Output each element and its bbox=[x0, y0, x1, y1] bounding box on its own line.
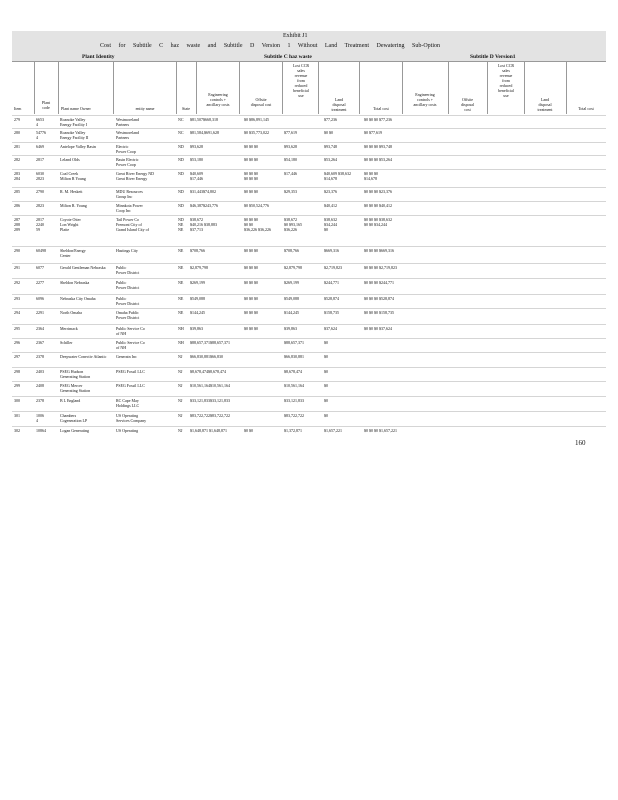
cell-plant-code: 2823 bbox=[36, 203, 44, 208]
header-d-land: Land disposal treatment bbox=[537, 97, 553, 112]
cell-plant-code: 2408 bbox=[36, 383, 44, 388]
cell-lost-ccr: $269,199 bbox=[284, 280, 299, 285]
cell-plant-code: 2817 2240 59 bbox=[36, 217, 44, 232]
cell-engineering-cost: $81,507$668,318 bbox=[190, 117, 218, 122]
cell-entity-name: PSEG Fossil LLC bbox=[116, 383, 145, 388]
cell-item: 285 bbox=[14, 189, 20, 194]
cell-plant-code: 2790 bbox=[36, 189, 44, 194]
cell-engineering-cost: $33,121,833$33,121,833 bbox=[190, 398, 230, 403]
table-row bbox=[12, 426, 606, 437]
cell-item: 282 bbox=[14, 157, 20, 162]
cell-plant-name: Chambers Cogeneration LP bbox=[60, 413, 88, 423]
cell-offsite-cost: $0 $0 $0 bbox=[244, 189, 258, 194]
cell-land-disposal: $0 bbox=[324, 383, 328, 388]
table-row bbox=[12, 169, 606, 188]
cell-lost-ccr: $33,121,833 bbox=[284, 398, 304, 403]
header-c-land: Land disposal treatment bbox=[331, 97, 347, 112]
cell-lost-ccr: $8,678,474 bbox=[284, 369, 302, 374]
cell-plant-name: B L England bbox=[60, 398, 81, 403]
cell-state: NJ bbox=[178, 428, 183, 433]
cell-lost-ccr: $17,446 bbox=[284, 171, 297, 176]
cell-land-disposal: $0 bbox=[324, 340, 328, 345]
cell-plant-code: 6096 bbox=[36, 296, 44, 301]
cell-entity-name: Electric Power Coop bbox=[116, 144, 136, 154]
cell-plant-name: Sheldon/Energy Center bbox=[60, 248, 86, 258]
cell-offsite-cost: $0 $0 $0 bbox=[244, 310, 258, 315]
cell-engineering-cost: $2,879,798 bbox=[190, 265, 208, 270]
cell-plant-code: 10864 bbox=[36, 428, 46, 433]
table-row bbox=[12, 263, 606, 279]
cell-total-cost: $0 $0 $0 $37,624 bbox=[364, 326, 392, 331]
cell-plant-name: Schiller bbox=[60, 340, 73, 345]
cell-offsite-cost: $0 $0 $0 $0 $0 $36,226 $36,226 bbox=[244, 217, 271, 232]
divider bbox=[402, 61, 403, 114]
cell-plant-code: 2277 bbox=[36, 280, 44, 285]
table-row bbox=[12, 155, 606, 170]
header-item: Item bbox=[14, 106, 22, 111]
cell-lost-ccr: $54,180 bbox=[284, 157, 297, 162]
cell-plant-code: 2403 bbox=[36, 369, 44, 374]
cell-offsite-cost: $0 $0 $0 bbox=[244, 248, 258, 253]
divider bbox=[34, 61, 35, 114]
cell-lost-ccr: $38,672 $0 $93,165 $36,226 bbox=[284, 217, 302, 232]
cell-lost-ccr: $88,657,371 bbox=[284, 340, 304, 345]
cell-state: NH bbox=[178, 340, 184, 345]
cell-state: NE bbox=[178, 265, 184, 270]
cell-lost-ccr: $29,353 bbox=[284, 189, 297, 194]
divider bbox=[487, 61, 488, 114]
cell-plant-code: 2817 bbox=[36, 157, 44, 162]
cell-entity-name: US Operating bbox=[116, 428, 139, 433]
cell-lost-ccr: $10,561,164 bbox=[284, 383, 304, 388]
cell-entity-name: PSEG Fossil LLC bbox=[116, 369, 145, 374]
header-entity-name: entity name bbox=[135, 106, 155, 111]
cell-plant-name: PSEG Hudson Generating Station bbox=[60, 369, 91, 379]
cell-plant-name: Leland Olds bbox=[60, 157, 80, 162]
cell-item: 283 284 bbox=[14, 171, 20, 181]
table-row bbox=[12, 338, 606, 353]
cell-state: ND NE NE bbox=[178, 217, 184, 232]
table-row bbox=[12, 352, 606, 368]
cell-plant-code: 54776 4 bbox=[36, 130, 46, 140]
cell-engineering-cost: $39,863 bbox=[190, 326, 203, 331]
cell-item: 294 bbox=[14, 310, 20, 315]
cell-engineering-cost: $708,766 bbox=[190, 248, 205, 253]
cell-entity-name: Public Power District bbox=[116, 296, 140, 306]
table-row bbox=[12, 278, 606, 295]
cell-total-cost: $0 $0 $0 $14,678 bbox=[364, 171, 378, 181]
cell-plant-code: 2364 bbox=[36, 326, 44, 331]
cell-lost-ccr: $1,372,871 bbox=[284, 428, 302, 433]
cell-land-disposal: $0 bbox=[324, 369, 328, 374]
cell-total-cost: $0 $0 $0 $244,771 bbox=[364, 280, 394, 285]
header-d-lost-ccr: Lost CCR sales revenue from reduced beneficial use bbox=[497, 63, 515, 98]
cell-state: ND bbox=[178, 171, 184, 176]
cell-state: NJ bbox=[178, 354, 183, 359]
cell-lost-ccr: $66,830,881 bbox=[284, 354, 304, 359]
cell-plant-code: 6653 4 bbox=[36, 117, 44, 127]
cell-total-cost: $0 $0 $0 $528,874 bbox=[364, 296, 394, 301]
cell-plant-name: Coyote Otter Lon Wright Platte bbox=[60, 217, 81, 232]
cell-item: 286 bbox=[14, 203, 20, 208]
cell-land-disposal: $0 bbox=[324, 398, 328, 403]
cell-state: NE bbox=[178, 296, 184, 301]
table-title: Cost for Subtitle C haz waste and Subtitle D Version 1 Without Land Treatment Dewatering Sub-Option bbox=[100, 43, 441, 49]
cell-state: ND bbox=[178, 203, 184, 208]
cell-lost-ccr: $549,088 bbox=[284, 296, 299, 301]
cell-lost-ccr: $93,628 bbox=[284, 144, 297, 149]
cell-plant-code: 6077 bbox=[36, 265, 44, 270]
cell-item: 300 bbox=[14, 398, 20, 403]
cell-engineering-cost: $53,180 bbox=[190, 157, 203, 162]
cell-plant-name: Logan Generating bbox=[60, 428, 89, 433]
cell-state: NE bbox=[178, 280, 184, 285]
table-row bbox=[12, 187, 606, 202]
cell-state: NC bbox=[178, 130, 184, 135]
cell-engineering-cost: $549,088 bbox=[190, 296, 205, 301]
cell-entity-name: Omaha Public Power District bbox=[116, 310, 140, 320]
cell-entity-name: RC Cape May Holdings LLC bbox=[116, 398, 140, 408]
cell-land-disposal: $93,748 bbox=[324, 144, 337, 149]
cell-item: 291 bbox=[14, 265, 20, 270]
table-row bbox=[12, 246, 606, 264]
plant-identity-heading: Plant Identity bbox=[82, 54, 115, 60]
cell-total-cost: $0 $0 $0 $1,657,221 bbox=[364, 428, 397, 433]
cell-engineering-cost: $144,245 bbox=[190, 310, 205, 315]
cell-land-disposal: $37,624 bbox=[324, 326, 337, 331]
cell-land-disposal: $23,376 bbox=[324, 189, 337, 194]
cell-item: 280 bbox=[14, 130, 20, 135]
header-plant-code: Plant code bbox=[41, 100, 51, 110]
cell-plant-code: 2378 bbox=[36, 354, 44, 359]
cell-item: 292 bbox=[14, 280, 20, 285]
cell-offsite-cost: $0 $0 $0 bbox=[244, 157, 258, 162]
cell-entity-name: Hastings City bbox=[116, 248, 138, 253]
header-d-engineering: Engineering controls + ancillary costs bbox=[413, 92, 437, 107]
cell-plant-code: 2367 bbox=[36, 340, 44, 345]
cell-item: 299 bbox=[14, 383, 20, 388]
cell-item: 298 bbox=[14, 369, 20, 374]
cell-plant-code: 6030 2823 bbox=[36, 171, 44, 181]
cell-item: 296 bbox=[14, 340, 20, 345]
cell-land-disposal: $244,771 bbox=[324, 280, 339, 285]
cell-land-disposal: $53,264 bbox=[324, 157, 337, 162]
cell-plant-name: Roanoke Valley Energy Facility II bbox=[60, 130, 89, 140]
cell-total-cost: $0 $0 $0 $23,376 bbox=[364, 189, 392, 194]
cell-offsite-cost: $0 $86,891,145 bbox=[244, 117, 269, 122]
cell-state: NE bbox=[178, 310, 184, 315]
cell-plant-name: PSEG Mercer Generating Station bbox=[60, 383, 91, 393]
cell-engineering-cost: $40,609 $17,446 bbox=[190, 171, 203, 181]
cell-total-cost: $0 $0 $0 $40,412 bbox=[364, 203, 392, 208]
cell-plant-code: 2378 bbox=[36, 398, 44, 403]
header-plant-name: Plant name Owner bbox=[61, 106, 91, 111]
cell-entity-name: Tail Power Co Fremont City of Grand Island City of bbox=[116, 217, 149, 232]
cell-item: 297 bbox=[14, 354, 20, 359]
cell-land-disposal: $0 $0 bbox=[324, 130, 333, 135]
cell-state: NE bbox=[178, 248, 184, 253]
cell-land-disposal: $2,719,823 bbox=[324, 265, 342, 270]
cell-entity-name: US Operating Services Company bbox=[116, 413, 147, 423]
cell-engineering-cost: $31,443$74,802 bbox=[190, 189, 216, 194]
cell-state: NC bbox=[178, 117, 184, 122]
cell-engineering-cost: $88,657,371$88,657,371 bbox=[190, 340, 230, 345]
cell-offsite-cost: $0 $0 $0 bbox=[244, 326, 258, 331]
cell-total-cost: $0 $77,619 bbox=[364, 130, 382, 135]
cell-land-disposal: $38,632 $34,244 $0 bbox=[324, 217, 337, 232]
cell-lost-ccr: $144,245 bbox=[284, 310, 299, 315]
table-row bbox=[12, 215, 606, 247]
cell-plant-name: R. M. Heskett bbox=[60, 189, 83, 194]
cell-plant-name: Deepwater Conectiv Atlantic bbox=[60, 354, 107, 359]
cell-state: ND bbox=[178, 144, 184, 149]
cell-plant-name: Sheldon Nebraska bbox=[60, 280, 90, 285]
cell-offsite-cost: $0 $0 $0 bbox=[244, 144, 258, 149]
cell-engineering-cost: $93,628 bbox=[190, 144, 203, 149]
divider bbox=[239, 61, 240, 114]
cell-item: 295 bbox=[14, 326, 20, 331]
divider bbox=[58, 61, 59, 114]
cell-engineering-cost: $8,678,474$8,678,474 bbox=[190, 369, 226, 374]
cell-entity-name: MDU Resources Group Inc bbox=[116, 189, 143, 199]
divider bbox=[524, 61, 525, 114]
header-c-offsite: Offsite disposal cost bbox=[250, 97, 272, 107]
cell-plant-name: Coal Creek Milton R Young bbox=[60, 171, 86, 181]
cell-state: ND bbox=[178, 157, 184, 162]
cell-state: NJ bbox=[178, 413, 183, 418]
cell-engineering-cost: $46,387$243,776 bbox=[190, 203, 218, 208]
cell-entity-name: Public Power District bbox=[116, 265, 140, 275]
cell-total-cost: $0 $0 $0 $2,719,823 bbox=[364, 265, 397, 270]
cell-entity-name: Great River Energy ND Great River Energy bbox=[116, 171, 155, 181]
cell-plant-name: Nebraska City Omaha bbox=[60, 296, 96, 301]
cell-total-cost: $0 $0 $0 $158,735 bbox=[364, 310, 394, 315]
cell-engineering-cost: $81,584,$691,628 bbox=[190, 130, 219, 135]
cell-entity-name: Westmoreland Partners bbox=[116, 117, 140, 127]
cell-offsite-cost: $0 $50,524,776 bbox=[244, 203, 269, 208]
page-number: 160 bbox=[575, 439, 586, 447]
cell-entity-name: Public Service Co of NH bbox=[116, 340, 145, 350]
header-d-total: Total cost bbox=[578, 106, 594, 111]
cell-entity-name: Public Service Co of NH bbox=[116, 326, 145, 336]
cell-plant-name: Roanoke Valley Energy Facility I bbox=[60, 117, 88, 127]
header-state: State bbox=[182, 106, 190, 111]
table-row bbox=[12, 381, 606, 397]
cell-entity-name: Public Power District bbox=[116, 280, 140, 290]
cell-plant-name: Milton R. Young bbox=[60, 203, 87, 208]
cell-lost-ccr: $2,879,798 bbox=[284, 265, 302, 270]
cell-entity-name: Generatn Inc bbox=[116, 354, 137, 359]
divider bbox=[359, 61, 360, 114]
table-row bbox=[12, 115, 606, 129]
cell-entity-name: Basin Electric Power Coop bbox=[116, 157, 139, 167]
cell-plant-code: 6469 bbox=[36, 144, 44, 149]
exhibit-label: Exhibit J1 bbox=[283, 33, 308, 39]
table-row bbox=[12, 308, 606, 325]
cell-offsite-cost: $0 $0 $0 $0 $0 $0 bbox=[244, 171, 258, 181]
cell-land-disposal: $1,657,221 bbox=[324, 428, 342, 433]
cell-plant-name: Gerald Gentleman Nebraska bbox=[60, 265, 106, 270]
header-c-total: Total cost bbox=[373, 106, 389, 111]
table-row bbox=[12, 411, 606, 427]
cell-lost-ccr: $39,863 bbox=[284, 326, 297, 331]
cell-state: NJ bbox=[178, 369, 183, 374]
cell-offsite-cost: $0 $0 $0 bbox=[244, 265, 258, 270]
cell-land-disposal: $669,316 bbox=[324, 248, 339, 253]
cell-offsite-cost: $0 $35,773,022 bbox=[244, 130, 269, 135]
cell-engineering-cost: $1,648,871 $1,648,871 bbox=[190, 428, 227, 433]
cell-land-disposal: $528,874 bbox=[324, 296, 339, 301]
cell-total-cost: $0 $0 $0 $38,632 $0 $0 $34,244 bbox=[364, 217, 392, 227]
cell-land-disposal: $77,236 bbox=[324, 117, 337, 122]
cell-engineering-cost: $38,672 $40,216 $38,883 $37,713 bbox=[190, 217, 217, 232]
cell-plant-name: North Omaha bbox=[60, 310, 82, 315]
cell-land-disposal: $158,735 bbox=[324, 310, 339, 315]
cell-plant-name: Antelope Valley Basin bbox=[60, 144, 96, 149]
cell-state: NJ bbox=[178, 398, 183, 403]
table-row bbox=[12, 142, 606, 156]
cell-total-cost: $0 $0 $0 $669,316 bbox=[364, 248, 394, 253]
table-row bbox=[12, 324, 606, 339]
cell-plant-code: 1006 4 bbox=[36, 413, 44, 423]
divider bbox=[282, 61, 283, 114]
cell-total-cost: $0 $0 $0 $93,748 bbox=[364, 144, 392, 149]
cell-offsite-cost: $0 $0 bbox=[244, 428, 253, 433]
divider bbox=[196, 61, 197, 114]
subtitle-d-heading: Subtitle D Version1 bbox=[470, 54, 516, 60]
cell-total-cost: $0 $0 $0 $53,264 bbox=[364, 157, 392, 162]
cell-item: 279 bbox=[14, 117, 20, 122]
cell-plant-name: Merrimack bbox=[60, 326, 78, 331]
table-row bbox=[12, 294, 606, 309]
cell-state: NH bbox=[178, 326, 184, 331]
cell-item: 301 bbox=[14, 413, 20, 418]
cell-entity-name: Minnkota Power Coop Inc bbox=[116, 203, 143, 213]
cell-offsite-cost: $0 $0 $0 bbox=[244, 280, 258, 285]
cell-state: NJ bbox=[178, 383, 183, 388]
cell-lost-ccr: $83,722,722 bbox=[284, 413, 304, 418]
cell-offsite-cost: $0 $0 $0 bbox=[244, 296, 258, 301]
table-row bbox=[12, 128, 606, 143]
cell-item: 281 bbox=[14, 144, 20, 149]
cell-state: ND bbox=[178, 189, 184, 194]
table-row bbox=[12, 396, 606, 412]
cell-engineering-cost: $269,199 bbox=[190, 280, 205, 285]
cell-land-disposal: $0 bbox=[324, 354, 328, 359]
subtitle-c-heading: Subtitle C haz waste bbox=[264, 54, 312, 60]
header-c-engineering: Engineering controls + ancillary costs bbox=[206, 92, 230, 107]
cell-lost-ccr: $708,766 bbox=[284, 248, 299, 253]
cell-item: 287 288 289 bbox=[14, 217, 20, 232]
divider bbox=[318, 61, 319, 114]
cell-item: 290 bbox=[14, 248, 20, 253]
cell-plant-code: 60498 bbox=[36, 248, 46, 253]
table-row bbox=[12, 201, 606, 216]
cell-total-cost: $0 $0 $0 $77,236 bbox=[364, 117, 392, 122]
cell-entity-name: Westmoreland Partners bbox=[116, 130, 140, 140]
divider bbox=[113, 61, 114, 114]
cell-lost-ccr: $77,619 bbox=[284, 130, 297, 135]
cell-engineering-cost: $10,561,164$10,561,164 bbox=[190, 383, 230, 388]
table-row bbox=[12, 367, 606, 382]
cell-land-disposal: $0 bbox=[324, 413, 328, 418]
header-c-lost-ccr: Lost CCR sales revenue from reduced beneficial use bbox=[292, 63, 310, 98]
cell-engineering-cost: $83,722,722$83,722,722 bbox=[190, 413, 230, 418]
cell-item: 302 bbox=[14, 428, 20, 433]
cell-land-disposal: $40,609 $38,632 $14,678 bbox=[324, 171, 351, 181]
cell-engineering-cost: $66,830,881$66,830 bbox=[190, 354, 223, 359]
cell-plant-code: 2291 bbox=[36, 310, 44, 315]
cell-land-disposal: $40,412 bbox=[324, 203, 337, 208]
header-d-offsite: Offsite disposal cost bbox=[460, 97, 475, 112]
cell-item: 293 bbox=[14, 296, 20, 301]
